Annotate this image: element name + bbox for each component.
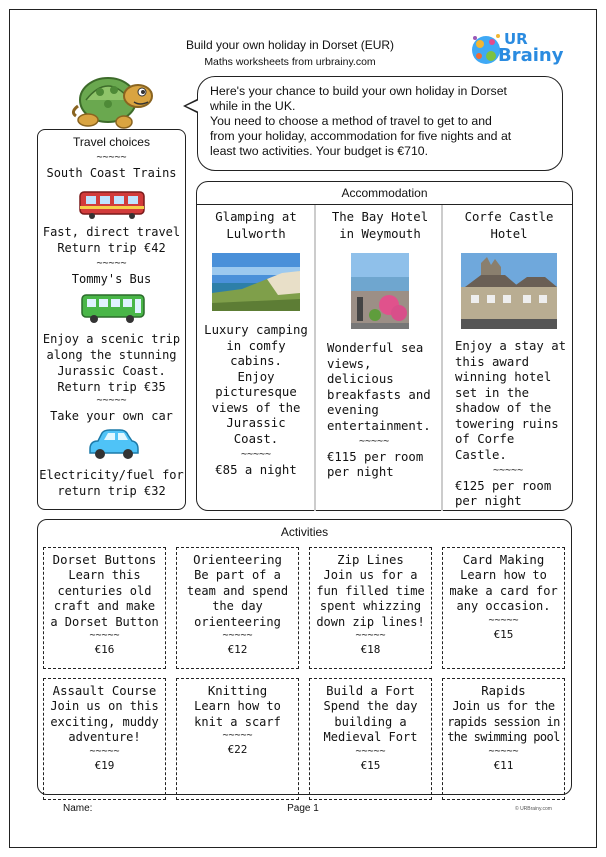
accommodation-heading: Accommodation (341, 186, 428, 200)
activity-desc: any occasion. (456, 599, 551, 613)
separator: ~~~~~ (96, 395, 127, 406)
activity-name: Rapids (481, 684, 526, 698)
urbrainy-logo (470, 30, 565, 72)
travel-option-name: Take your own car (50, 409, 173, 423)
accommodation-desc: of Corfe Castle. (455, 432, 515, 462)
activity-card (43, 678, 166, 800)
accommodation-name: in Weymouth (339, 227, 421, 241)
accommodation-desc: in comfy cabins. (226, 338, 286, 368)
accommodation-desc: picturesque (215, 385, 297, 399)
page-number: Page 1 (287, 803, 319, 814)
activity-card (309, 678, 432, 800)
accommodation-desc: Luxury camping (204, 323, 308, 337)
speech-line: You need to choose a method of travel to get to and (210, 114, 492, 128)
accommodation-desc: this award (455, 354, 530, 369)
speech-tail-inner (186, 100, 199, 112)
separator: ~~~~~ (96, 152, 127, 163)
activity-desc: make a card for (449, 583, 558, 598)
harbour-photo (351, 253, 409, 329)
activity-price: €15 (360, 758, 381, 772)
accommodation-price: €125 per room (455, 478, 552, 493)
travel-heading: Travel choices (73, 135, 150, 149)
activity-desc: centuries old (57, 583, 152, 598)
accommodation-desc: Wonderful sea (327, 341, 424, 355)
activity-desc: exciting, muddy (50, 714, 159, 729)
coast-photo (212, 253, 300, 311)
separator: ~~~~~ (89, 745, 120, 757)
activity-card (309, 547, 432, 669)
activity-name: Assault Course (52, 684, 157, 698)
activity-price: €22 (227, 743, 248, 756)
accommodation-corfe-castle (447, 209, 571, 510)
activity-desc: the swimming pool (447, 730, 560, 744)
activity-desc: Medieval Fort (323, 730, 418, 744)
accommodation-desc: breakfasts and (327, 387, 431, 402)
separator: ~~~~~ (359, 436, 390, 447)
activity-price: €15 (493, 627, 514, 641)
accommodation-name: The Bay Hotel (331, 210, 429, 224)
activity-name: Knitting (207, 684, 268, 698)
accommodation-box (196, 181, 573, 511)
activity-desc: a Dorset Button (50, 614, 159, 629)
travel-option-desc: Fast, direct travel (42, 225, 181, 239)
activity-desc: knit a scarf (194, 714, 281, 729)
activity-card (442, 547, 565, 669)
travel-option-desc: Enjoy a scenic trip (42, 332, 181, 346)
separator: ~~~~~ (222, 630, 253, 641)
activity-desc: adventure! (68, 730, 141, 744)
separator: ~~~~~ (488, 745, 519, 757)
accommodation-price: per night (327, 465, 394, 479)
activity-card (442, 678, 565, 800)
activity-desc: rapids session in (447, 714, 560, 729)
activity-desc: Learn this (68, 568, 141, 582)
travel-option-desc: Jurassic Coast. (57, 364, 166, 378)
speech-line: least two activities. Your budget is €710. (210, 144, 429, 158)
activity-card (176, 547, 299, 669)
activity-card (43, 547, 166, 669)
activity-card (176, 678, 299, 800)
activity-desc: fun filled time (316, 583, 425, 598)
travel-option-price: return trip €32 (57, 484, 166, 498)
activity-desc: orienteering (194, 614, 281, 629)
activity-name: Zip Lines (337, 553, 404, 567)
activity-desc: the day (212, 599, 263, 613)
travel-option-name: South Coast Trains (46, 166, 177, 180)
activity-name: Dorset Buttons (52, 553, 157, 567)
turtle-mascot-icon (68, 62, 164, 134)
separator: ~~~~~ (493, 465, 524, 476)
travel-option-desc: Electricity/fuel for (39, 468, 184, 482)
separator: ~~~~~ (240, 449, 272, 460)
separator: ~~~~~ (89, 630, 120, 641)
travel-option-price: Return trip €35 (57, 380, 166, 394)
accommodation-price: €85 a night (215, 462, 297, 477)
separator: ~~~~~ (355, 745, 386, 757)
activity-desc: Learn how to (460, 568, 547, 582)
travel-option-price: Return trip €42 (57, 241, 166, 255)
accommodation-desc: views of the (211, 400, 301, 415)
accommodation-name: Lulworth (226, 227, 286, 241)
activity-desc: Join us for a (323, 568, 418, 582)
activity-name: Build a Fort (326, 684, 415, 698)
activities-box (37, 519, 572, 795)
accommodation-desc: Jurassic Coast. (226, 416, 286, 446)
activity-desc: Be part of a (194, 568, 281, 582)
travel-choices-box (37, 129, 186, 510)
speech-bubble (197, 76, 563, 171)
logo-text-ur: UR (504, 30, 528, 48)
train-icon (78, 186, 146, 220)
accommodation-desc: set in the (455, 385, 530, 400)
name-label: Name: (63, 803, 93, 814)
accommodation-desc: Enjoy a stay at (455, 339, 567, 353)
accommodation-desc: evening (327, 403, 379, 417)
activity-name: Card Making (462, 553, 545, 567)
page-subtitle: Maths worksheets from urbrainy.com (204, 56, 376, 68)
separator: ~~~~~ (355, 630, 386, 641)
car-icon (86, 427, 142, 461)
speech-line: Here's your chance to build your own holiday in Dorset (210, 84, 507, 98)
activity-desc: Join us for the (452, 699, 555, 713)
accommodation-name: Hotel (490, 227, 528, 241)
column-divider (314, 205, 316, 511)
activity-price: €12 (227, 643, 248, 656)
activity-desc: Spend the day (323, 699, 418, 713)
activity-price: €16 (94, 643, 115, 656)
separator: ~~~~~ (222, 730, 253, 741)
speech-line: from your holiday, accommodation for five nights and at (210, 129, 512, 143)
accommodation-price: €115 per room (327, 449, 424, 464)
speech-line: while in the UK. (210, 99, 296, 113)
accommodation-desc: towering ruins (455, 416, 559, 431)
activity-desc: down zip lines! (316, 614, 425, 629)
activities-heading: Activities (280, 525, 329, 539)
activity-desc: craft and make (53, 599, 156, 613)
accommodation-name: Glamping at (215, 210, 297, 224)
accommodation-glamping (201, 209, 311, 478)
accommodation-desc: entertainment. (327, 418, 431, 433)
separator: ~~~~~ (96, 258, 127, 269)
activity-desc: Learn how to (194, 699, 281, 713)
activity-desc: building a (334, 714, 407, 729)
activity-desc: Join us on this (50, 699, 159, 713)
bus-icon (80, 292, 146, 324)
activity-desc: spent whizzing (319, 599, 422, 613)
accommodation-price: per night (455, 494, 522, 508)
accommodation-desc: views, delicious (327, 356, 394, 386)
travel-option-name: Tommy's Bus (71, 272, 152, 286)
accommodation-name: Corfe Castle (464, 210, 554, 224)
accommodation-desc: shadow of the (455, 401, 552, 415)
heading-divider (197, 204, 572, 205)
separator: ~~~~~ (488, 614, 519, 626)
column-divider (441, 205, 443, 511)
accommodation-bay-hotel (321, 209, 439, 481)
activity-desc: team and spend (186, 583, 289, 598)
logo-text-brainy: Brainy (498, 45, 564, 66)
accommodation-desc: winning hotel (455, 370, 552, 384)
page-title: Build your own holiday in Dorset (EUR) (185, 38, 395, 52)
activity-price: €19 (94, 758, 115, 772)
copyright: © URBrainy.com (515, 806, 552, 812)
castle-hotel-photo (461, 253, 557, 329)
activity-name: Orienteering (193, 553, 282, 567)
accommodation-desc: Enjoy (237, 369, 275, 384)
activity-price: €18 (360, 643, 381, 656)
activity-price: €11 (493, 758, 514, 772)
travel-option-desc: along the stunning (46, 348, 177, 362)
